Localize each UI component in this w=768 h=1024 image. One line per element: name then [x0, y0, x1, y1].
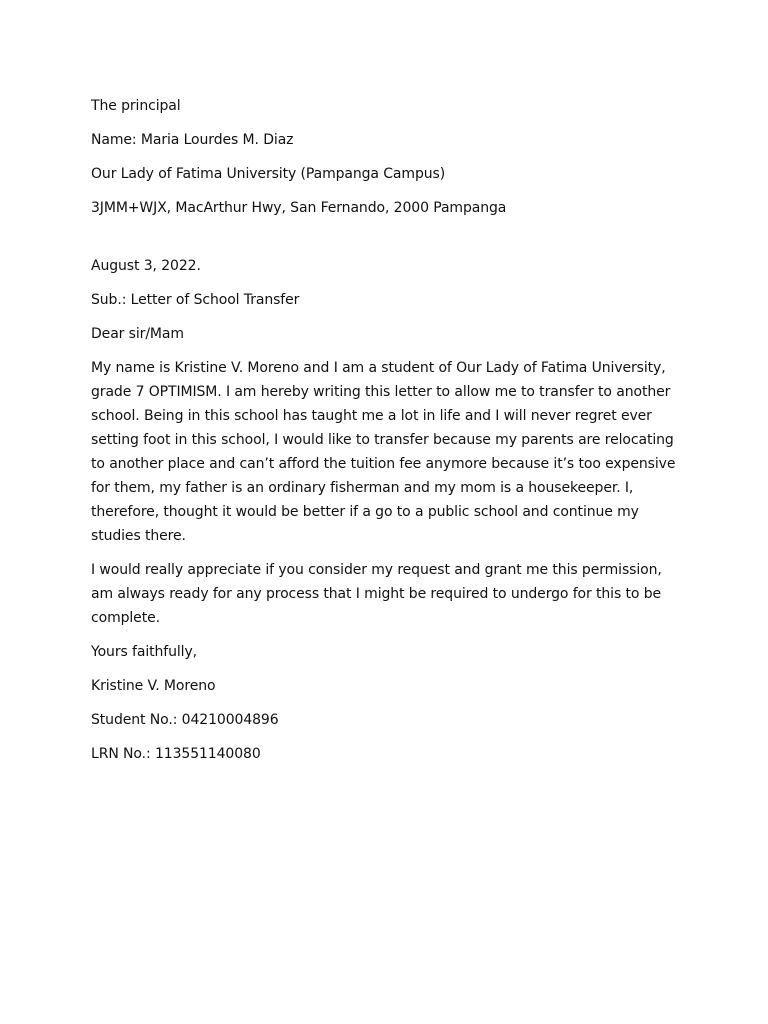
lrn-number: LRN No.: 113551140080 [91, 746, 261, 762]
letter-subject: Sub.: Letter of School Transfer [91, 292, 300, 308]
recipient-institution: Our Lady of Fatima University (Pampanga Campus) [91, 166, 446, 182]
body-paragraph-2: I would really appreciate if you consider my request and grant me this permission, am always ready for any process that I might be required to undergo for this to be complete. [91, 562, 662, 626]
body-paragraph-1: My name is Kristine V. Moreno and I am a student of Our Lady of Fatima University, grade 7 OPTIMISM. I am hereby writing this letter to allow me to transfer to another school. Being in this school has taught me a lot in life and I will never regret ever setting foot in this school, I would like to transfer because my parents are relocating to another place and can’t afford the tuition fee anymore because it’s too expensive for them, my father is an ordinary fisherman and my mom is a housekeeper. I, therefore, thought it would be better if a go to a public school and continue my studies there. [91, 360, 676, 544]
signature-name: Kristine V. Moreno [91, 678, 216, 694]
student-number: Student No.: 04210004896 [91, 712, 279, 728]
recipient-name: Name: Maria Lourdes M. Diaz [91, 132, 294, 148]
letter-salutation: Dear sir/Mam [91, 326, 184, 342]
recipient-title: The principal [91, 98, 181, 114]
letter-closing: Yours faithfully, [91, 644, 198, 660]
recipient-address: 3JMM+WJX, MacArthur Hwy, San Fernando, 2000 Pampanga [91, 200, 507, 216]
letter-date: August 3, 2022. [91, 258, 201, 274]
letter-body [91, 94, 681, 776]
